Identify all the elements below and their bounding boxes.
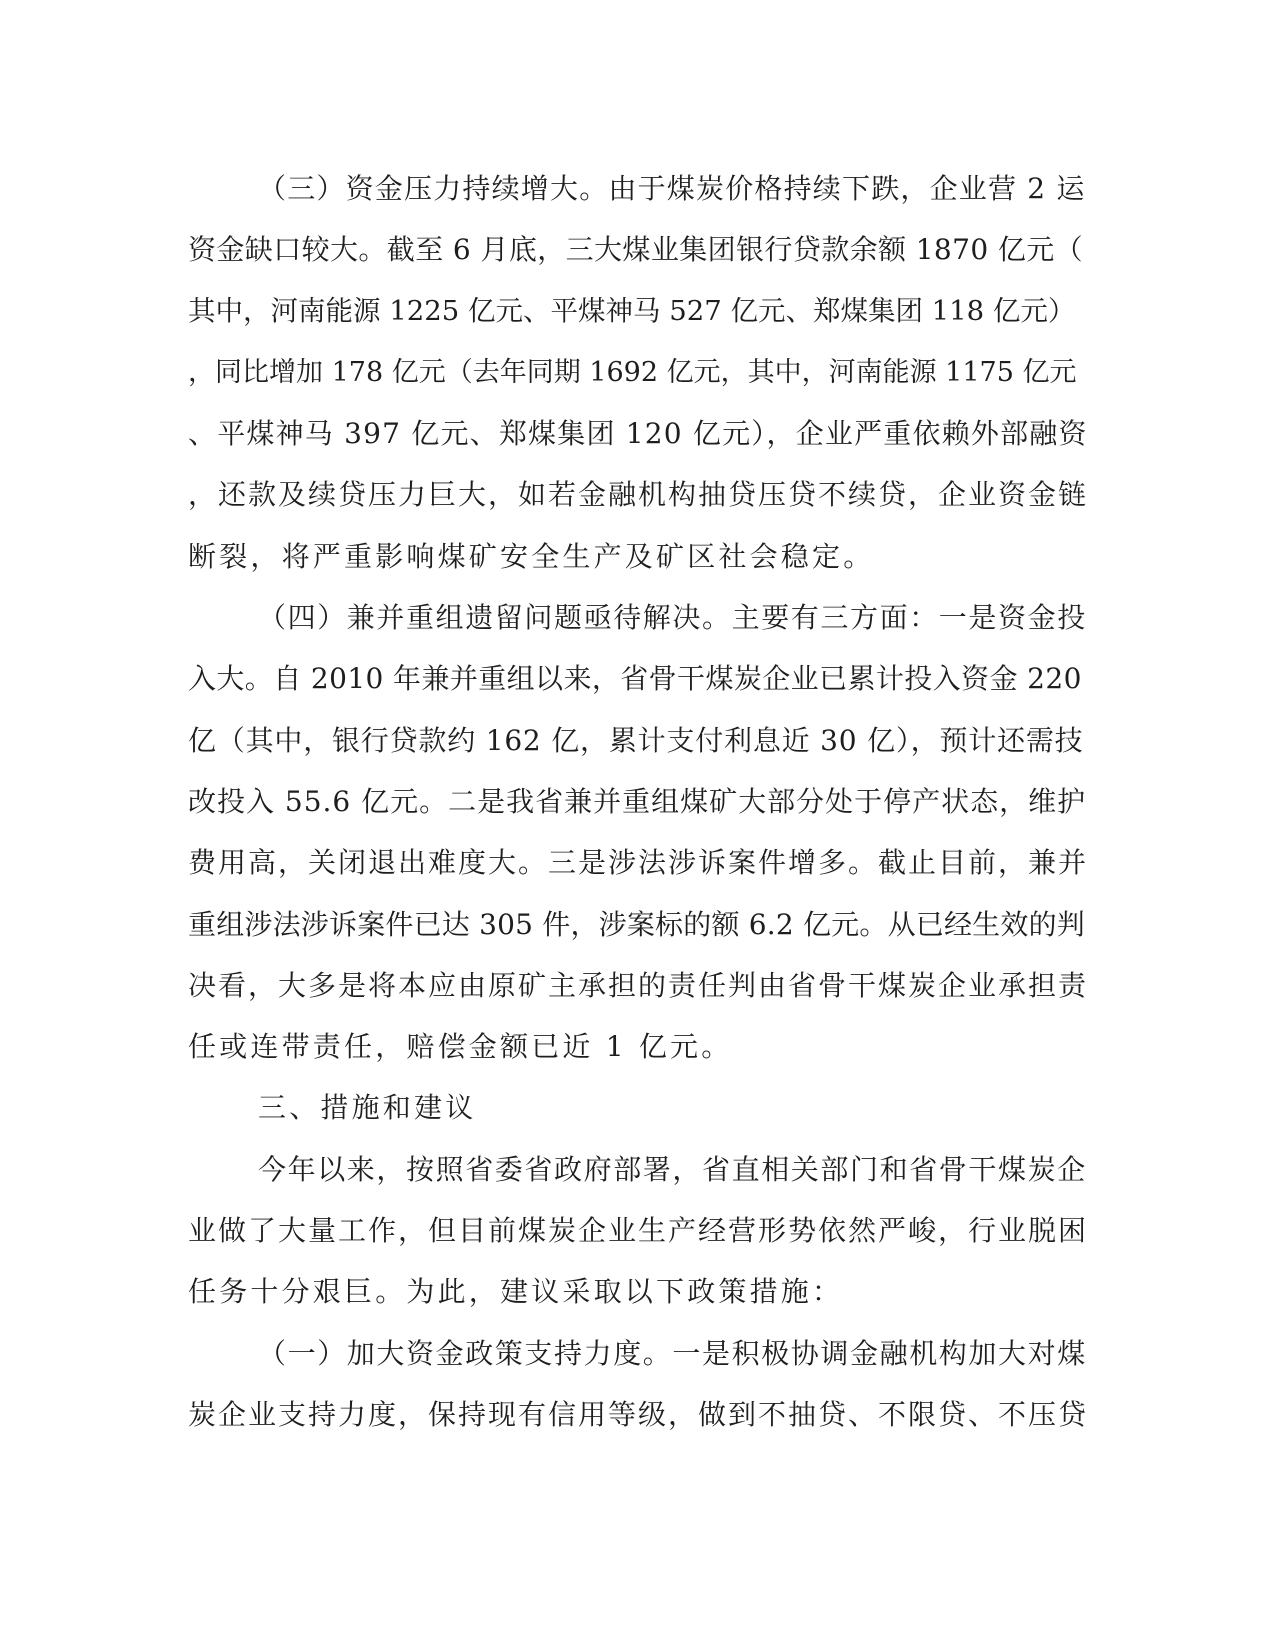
text-line: 、平煤神马 397 亿元、郑煤集团 120 亿元），企业严重依赖外部融资: [188, 417, 1088, 451]
text-line: ，同比增加 178 亿元（去年同期 1692 亿元，其中，河南能源 1175 亿元: [188, 356, 1077, 388]
text-line: 决看，大多是将本应由原矿主承担的责任判由省骨干煤炭企业承担责: [188, 968, 1089, 1002]
text-line: 任或连带责任，赔偿金额已近 1 亿元。: [188, 1030, 733, 1064]
text-line: ，还款及续贷压力巨大，如若金融机构抽贷压贷不续贷，企业资金链: [188, 478, 1089, 512]
text-line: （三）资金压力持续增大。由于煤炭价格持续下跌，企业营 2 运: [258, 172, 1086, 205]
text-line: 费用高，关闭退出难度大。三是涉法涉诉案件增多。截止目前，兼并: [188, 846, 1089, 880]
text-line: 入大。自 2010 年兼并重组以来，省骨干煤炭企业已累计投入资金 220: [188, 662, 1082, 696]
text-line: 改投入 55.6 亿元。二是我省兼并重组煤矿大部分处于停产状态，维护: [188, 784, 1087, 818]
text-line: （四）兼并重组遗留问题亟待解决。主要有三方面：一是资金投: [258, 601, 1087, 635]
text-line: 断裂，将严重影响煤矿安全生产及矿区社会稳定。: [188, 539, 875, 573]
text-line: 其中，河南能源 1225 亿元、平煤神马 527 亿元、郑煤集团 118 亿元）: [188, 294, 1076, 327]
text-line: 任务十分艰巨。为此，建议采取以下政策措施：: [188, 1275, 844, 1309]
text-line: （一）加大资金政策支持力度。一是积极协调金融机构加大对煤: [258, 1336, 1087, 1370]
text-line: 炭企业支持力度，保持现有信用等级，做到不抽贷、不限贷、不压贷: [188, 1397, 1089, 1431]
text-line: 业做了大量工作，但目前煤炭企业生产经营形势依然严峻，行业脱困: [188, 1214, 1089, 1248]
text-line: 重组涉法涉诉案件已达 305 件，涉案标的额 6.2 亿元。从已经生效的判: [188, 907, 1085, 941]
document-body: [188, 158, 1088, 1445]
text-line: 今年以来，按照省委省政府部署，省直相关部门和省骨干煤炭企: [258, 1152, 1087, 1186]
text-line: 资金缺口较大。截至 6 月底，三大煤业集团银行贷款余额 1870 亿元（: [188, 233, 1084, 267]
text-line: 亿（其中，银行贷款约 162 亿，累计支付利息近 30 亿），预计还需技: [188, 723, 1084, 757]
section-heading: 三、措施和建议: [258, 1091, 477, 1125]
